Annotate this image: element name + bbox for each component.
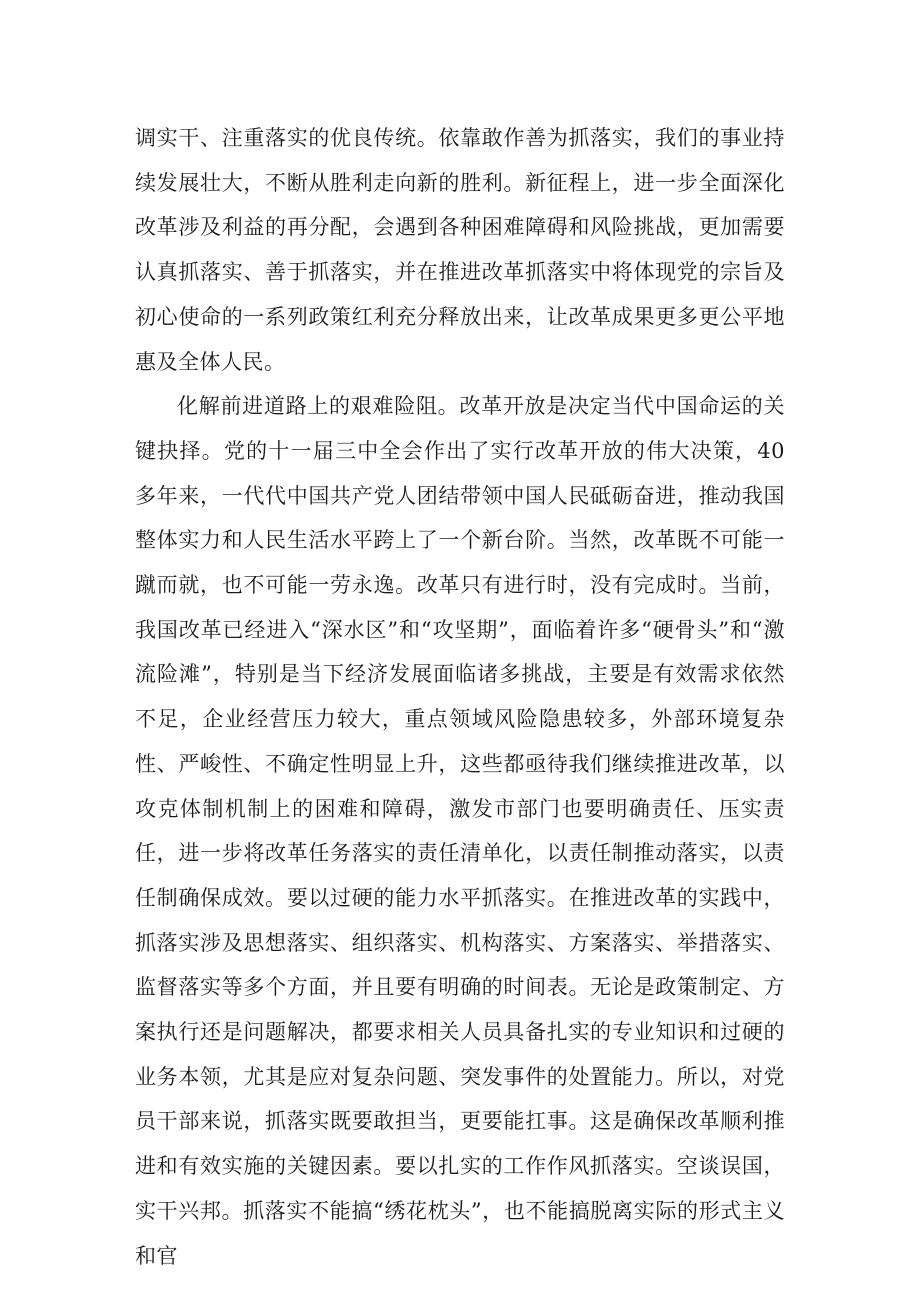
document-body (135, 116, 785, 1278)
paragraph: 调实干、注重落实的优良传统。依靠敢作善为抓落实，我们的事业持续发展壮大，不断从胜利走向新的胜利。新征程上，进一步全面深化改革涉及利益的再分配，会遇到各种困难障碍和风险挑战，更加需要认真抓落实、善于抓落实，并在推进改革抓落实中将体现党的宗旨及初心使命的一系列政策红利充分释放出来，让改革成果更多更公平地惠及全体人民。 (135, 126, 785, 374)
paragraph: 化解前进道路上的艰难险阻。改革开放是决定当代中国命运的关键抉择。党的十一届三中全会作出了实行改革开放的伟大决策，40多年来，一代代中国共产党人团结带领中国人民砥砺奋进，推动我国整体实力和人民生活水平跨上了一个新台阶。当然，改革既不可能一蹴而就，也不可能一劳永逸。改革只有进行时，没有完成时。当前，我国改革已经进入“深水区”和“攻坚期”，面临着许多“硬骨头”和“激流险滩”，特别是当下经济发展面临诸多挑战，主要是有效需求依然不足，企业经营压力较大，重点领域风险隐患较多，外部环境复杂性、严峻性、不确定性明显上升，这些都亟待我们继续推进改革，以攻克体制机制上的困难和障碍，激发市部门也要明确责任、压实责任，进一步将改革任务落实的责任清单化，以责任制推动落实，以责任制确保成效。要以过硬的能力水平抓落实。在推进改革的实践中，抓落实涉及思想落实、组织落实、机构落实、方案落实、举措落实、监督落实等多个方面，并且要有明确的时间表。无论是政策制定、方案执行还是问题解决，都要求相关人员具备扎实的专业知识和过硬的业务本领，尤其是应对复杂问题、突发事件的处置能力。所以，对党员干部来说，抓落实既要敢担当，更要能扛事。这是确保改革顺利推进和有效实施的关键因素。要以扎实的工作作风抓落实。空谈误国，实干兴邦。抓落实不能搞“绣花枕头”，也不能搞脱离实际的形式主义和官 (135, 394, 785, 1268)
